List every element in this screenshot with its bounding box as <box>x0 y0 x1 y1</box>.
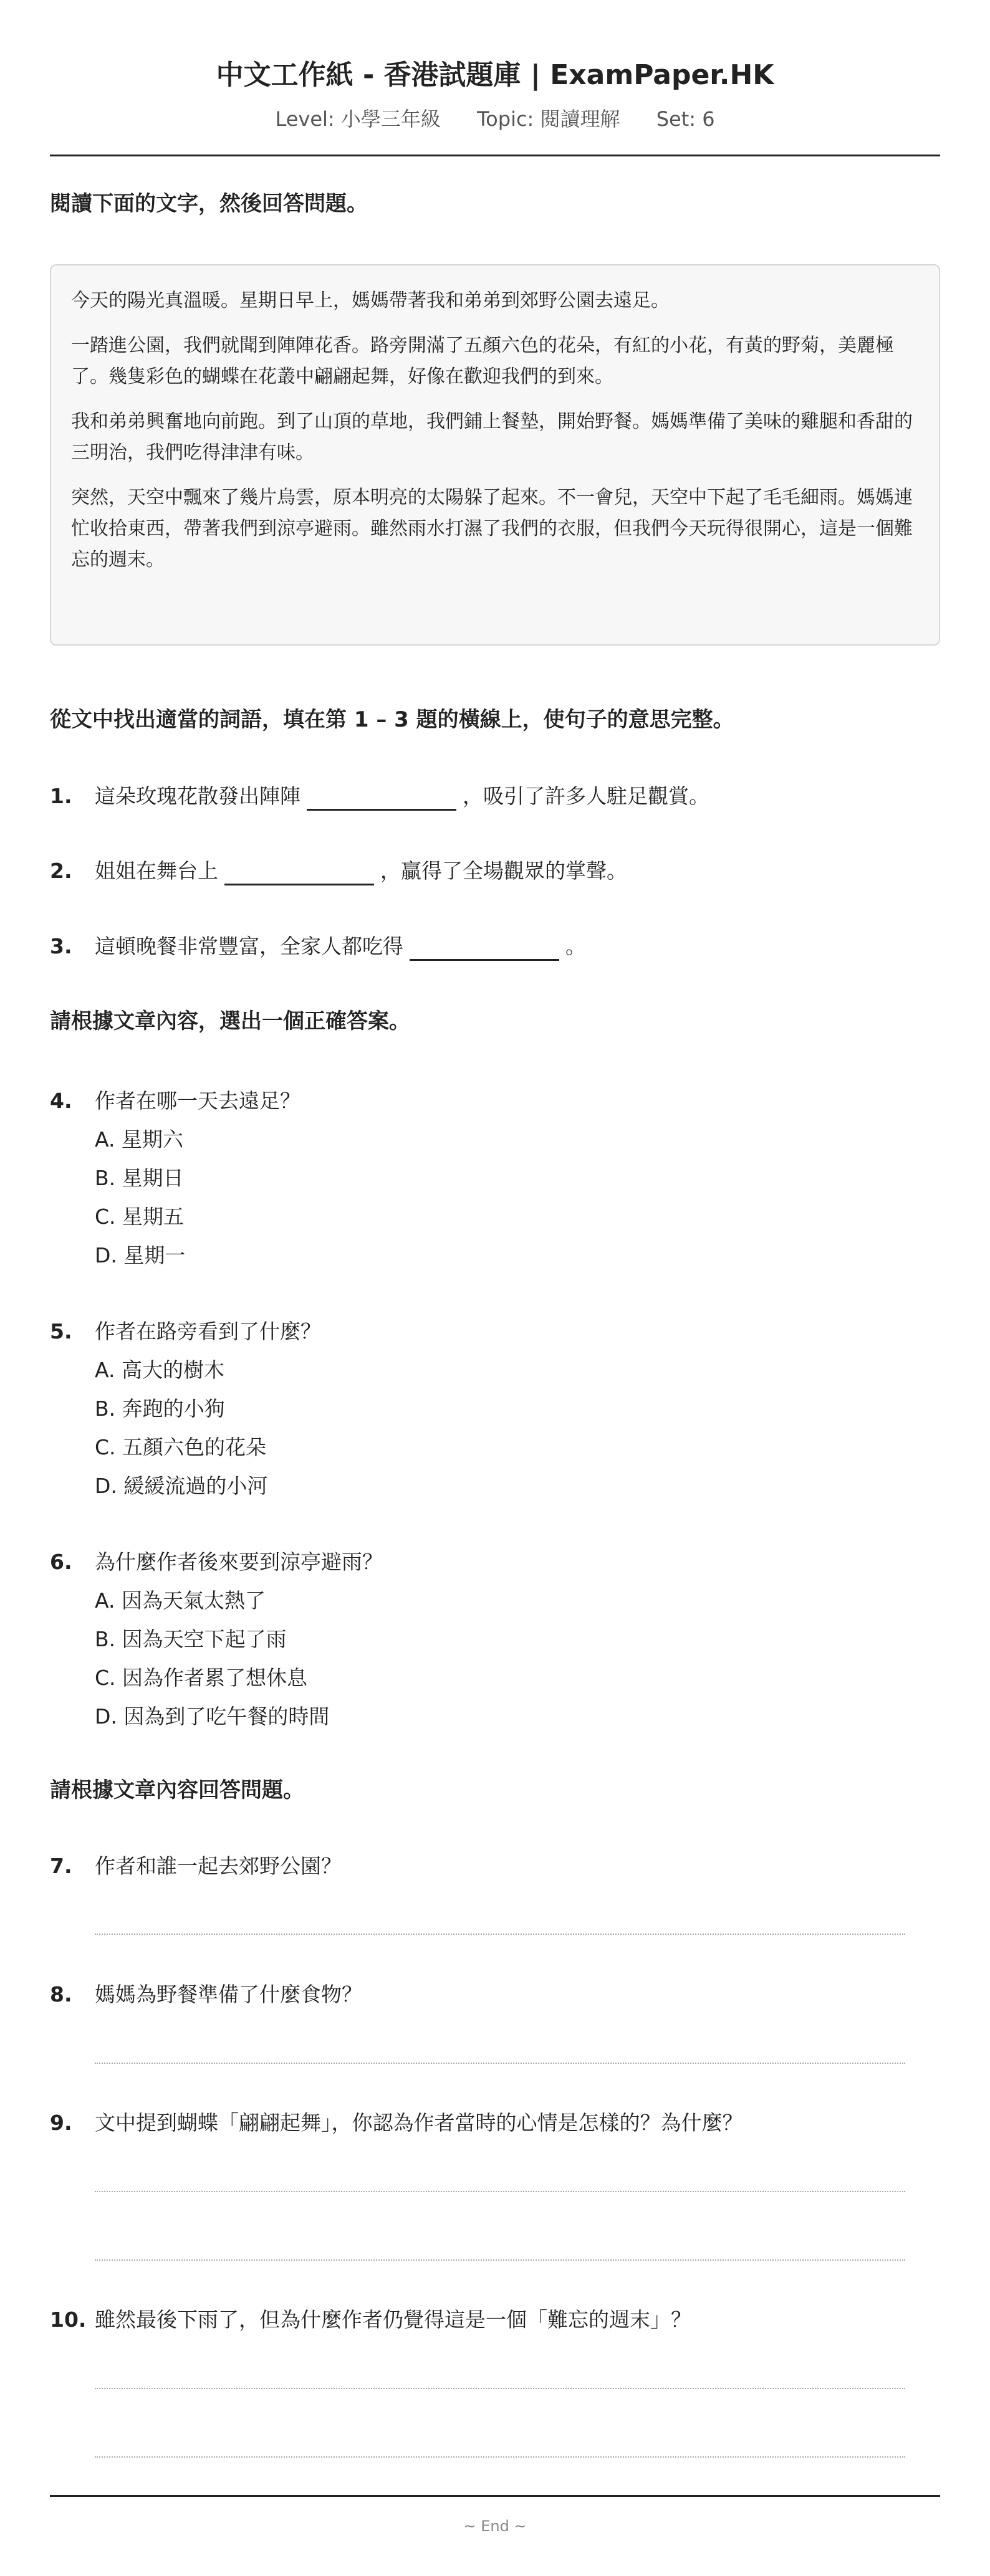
option-5b[interactable]: B. 奔跑的小狗 <box>95 1396 225 1421</box>
worksheet-page <box>50 0 940 2576</box>
header-divider <box>50 155 940 156</box>
section1-instruction: 從文中找出適當的詞語，填在第 1 – 3 題的橫線上，使句子的意思完整。 <box>50 707 734 732</box>
answer-blank-1[interactable] <box>307 787 456 811</box>
section3-instruction: 請根據文章內容回答問題。 <box>50 1778 304 1803</box>
question-text-after: ，贏得了全場觀眾的掌聲。 <box>380 859 627 883</box>
option-5a[interactable]: A. 高大的樹木 <box>95 1358 224 1382</box>
worksheet-header <box>50 57 940 132</box>
question-text-before: 姐姐在舞台上 <box>95 859 218 883</box>
level-label: Level: 小學三年級 <box>275 107 441 131</box>
answer-line[interactable] <box>95 2456 905 2458</box>
option-6c[interactable]: C. 因為作者累了想休息 <box>95 1666 308 1690</box>
question-text: 文中提到蝴蝶「翩翩起舞」，你認為作者當時的心情是怎樣的？為什麼？ <box>95 2111 743 2135</box>
question-text: 為什麼作者後來要到涼亭避雨？ <box>95 1550 383 1574</box>
passage-paragraph: 今天的陽光真溫暖。星期日早上，媽媽帶著我和弟弟到郊野公園去遠足。 <box>71 290 670 312</box>
footer-end-label: ~ End ~ <box>463 2517 527 2535</box>
option-6b[interactable]: B. 因為天空下起了雨 <box>95 1627 287 1651</box>
question-number: 7. <box>50 1854 72 1878</box>
option-5d[interactable]: D. 緩緩流過的小河 <box>95 1474 268 1498</box>
answer-line[interactable] <box>95 2259 905 2261</box>
question-number: 3. <box>50 934 72 958</box>
option-4c[interactable]: C. 星期五 <box>95 1205 185 1229</box>
question-number: 1. <box>50 784 72 808</box>
section2-instruction: 請根據文章內容，選出一個正確答案。 <box>50 1009 410 1034</box>
worksheet-meta <box>50 106 940 132</box>
option-5c[interactable]: C. 五顏六色的花朵 <box>95 1435 267 1459</box>
topic-label: Topic: 閱讀理解 <box>477 107 620 131</box>
option-4d[interactable]: D. 星期一 <box>95 1243 186 1267</box>
question-text: 媽媽為野餐準備了什麼食物？ <box>95 1982 362 2006</box>
question-text: 雖然最後下雨了，但為什麼作者仍覺得這是一個「難忘的週末」？ <box>95 2307 691 2332</box>
question-text-before: 這朵玫瑰花散發出陣陣 <box>95 784 300 808</box>
option-6d[interactable]: D. 因為到了吃午餐的時間 <box>95 1704 330 1729</box>
answer-line[interactable] <box>95 2388 905 2389</box>
footer-divider <box>50 2495 940 2497</box>
answer-blank-3[interactable] <box>410 937 559 961</box>
question-number: 9. <box>50 2111 72 2135</box>
question-text-after: 。 <box>565 934 586 958</box>
worksheet-title: 中文工作紙 - 香港試題庫 | ExamPaper.HK <box>216 59 774 91</box>
option-4b[interactable]: B. 星期日 <box>95 1166 184 1190</box>
question-number: 4. <box>50 1089 72 1113</box>
option-4a[interactable]: A. 星期六 <box>95 1127 183 1152</box>
passage-paragraph: 一踏進公園，我們就聞到陣陣花香。路旁開滿了五顏六色的花朵，有紅的小花，有黃的野菊，美麗極了。幾隻彩色的蝴蝶在花叢中翩翩起舞，好像在歡迎我們的到來。 <box>71 335 894 388</box>
question-text: 作者在哪一天去遠足？ <box>95 1089 300 1113</box>
question-number: 5. <box>50 1319 72 1343</box>
question-number: 10. <box>50 2307 87 2332</box>
passage-instruction: 閱讀下面的文字，然後回答問題。 <box>50 191 368 216</box>
answer-blank-2[interactable] <box>224 862 374 885</box>
question-number: 6. <box>50 1550 72 1574</box>
option-6a[interactable]: A. 因為天氣太熱了 <box>95 1588 266 1613</box>
passage-paragraph: 突然，天空中飄來了幾片烏雲，原本明亮的太陽躲了起來。不一會兒，天空中下起了毛毛細雨。媽媽連忙收拾東西，帶著我們到涼亭避雨。雖然雨水打濕了我們的衣服，但我們今天玩得很開心，這是一個難忘的週末。 <box>71 487 913 571</box>
question-number: 2. <box>50 859 72 883</box>
question-number: 8. <box>50 1982 72 2006</box>
answer-line[interactable] <box>95 1934 905 1935</box>
question-text: 作者在路旁看到了什麼？ <box>95 1319 321 1343</box>
question-text: 作者和誰一起去郊野公園？ <box>95 1854 342 1878</box>
passage-paragraph: 我和弟弟興奮地向前跑。到了山頂的草地，我們鋪上餐墊，開始野餐。媽媽準備了美味的雞腿和香甜的三明治，我們吃得津津有味。 <box>71 411 913 464</box>
question-text-after: ，吸引了許多人駐足觀賞。 <box>463 784 709 808</box>
answer-line[interactable] <box>95 2191 905 2192</box>
answer-line[interactable] <box>95 2063 905 2064</box>
question-text-before: 這頓晚餐非常豐富，全家人都吃得 <box>95 934 403 958</box>
set-label: Set: 6 <box>656 107 715 131</box>
reading-passage <box>50 264 940 646</box>
